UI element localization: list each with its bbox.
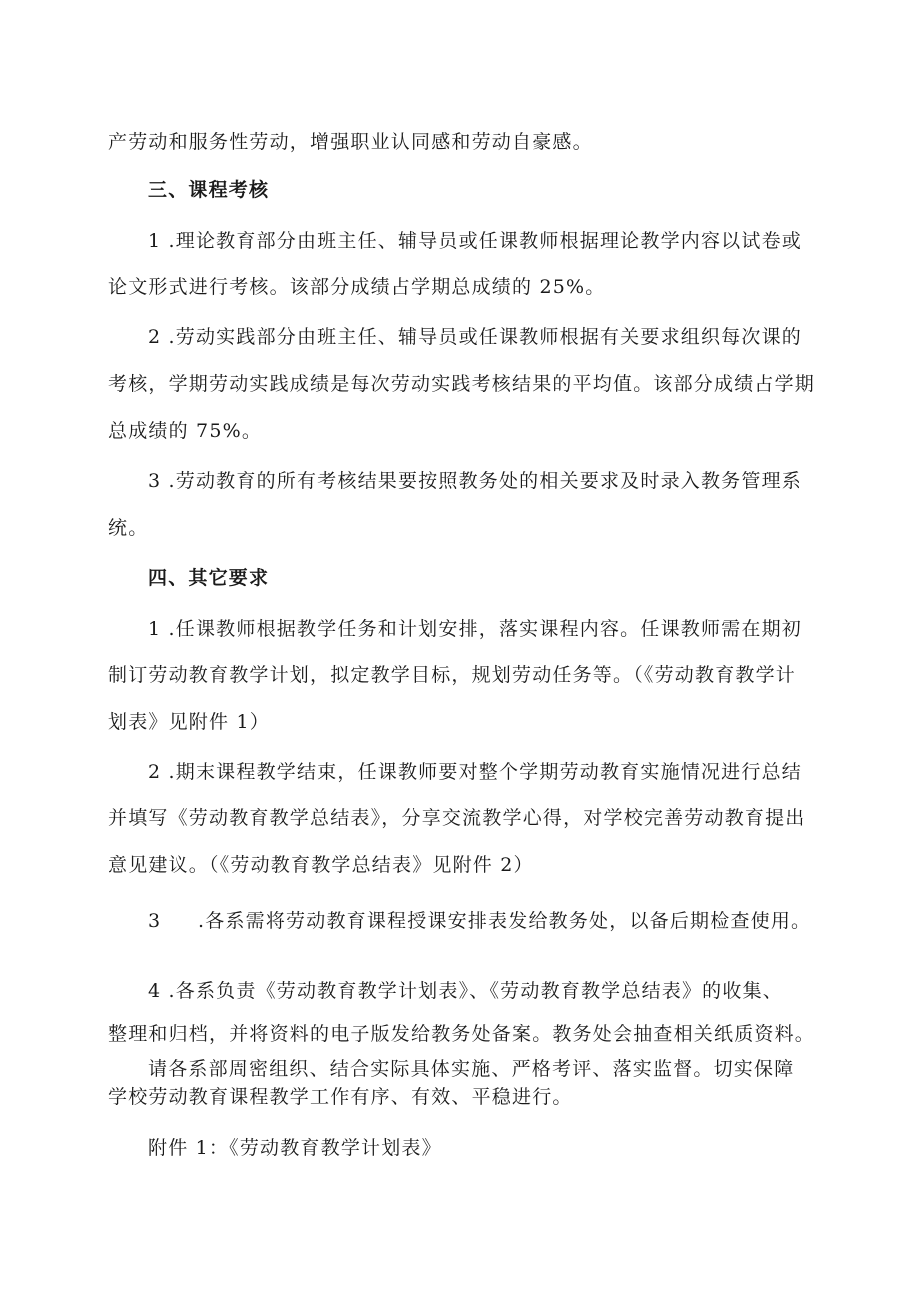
section-4-item-1-line-1: 1 .任课教师根据教学任务和计划安排，落实课程内容。任课教师需在期初 <box>148 618 802 640</box>
section-3-item-1-line-1: 1 .理论教育部分由班主任、辅导员或任课教师根据理论教学内容以试卷或 <box>148 230 802 252</box>
section-3-heading: 三、课程考核 <box>148 179 270 201</box>
section-4-heading: 四、其它要求 <box>148 567 270 589</box>
section-4-item-2-line-1: 2 .期末课程教学结束，任课教师要对整个学期劳动教育实施情况进行总结 <box>148 761 802 783</box>
section-3-item-1-line-2: 论文形式进行考核。该部分成绩占学期总成绩的 25%。 <box>108 276 606 298</box>
section-4-item-2-line-3: 意见建议。（《劳动教育教学总结表》见附件 2） <box>108 854 534 876</box>
section-3-item-3-line-1: 3 .劳动教育的所有考核结果要按照教务处的相关要求及时录入教务管理系 <box>148 470 802 492</box>
closing-line-1: 请各系部周密组织、结合实际具体实施、严格考评、落实监督。切实保障 <box>148 1058 795 1080</box>
closing-line-2: 学校劳动教育课程教学工作有序、有效、平稳进行。 <box>108 1086 573 1108</box>
intro-tail-line: 产劳动和服务性劳动，增强职业认同感和劳动自豪感。 <box>108 131 593 153</box>
section-4-item-3-number: 3 <box>148 910 162 932</box>
section-3-item-2-line-1: 2 .劳动实践部分由班主任、辅导员或任课教师根据有关要求组织每次课的 <box>148 326 802 348</box>
section-4-item-4-line-1: 4 .各系负责《劳动教育教学计划表》、《劳动教育教学总结表》的收集、 <box>148 980 783 1002</box>
section-3-item-2-line-3: 总成绩的 75%。 <box>108 420 263 442</box>
section-3-item-2-line-2: 考核，学期劳动实践成绩是每次劳动实践考核结果的平均值。该部分成绩占学期 <box>108 373 816 395</box>
section-4-item-2-line-2: 并填写《劳动教育教学总结表》，分享交流教学心得，对学校完善劳动教育提出 <box>108 807 806 829</box>
section-4-item-1-line-2: 制订劳动教育教学计划，拟定教学目标，规划劳动任务等。（《劳动教育教学计 <box>108 664 797 686</box>
section-4-item-3-text: .各系需将劳动教育课程授课安排表发给教务处，以备后期检查使用。 <box>198 910 812 932</box>
attachment-1-line: 附件 1：《劳动教育教学计划表》 <box>148 1137 442 1159</box>
section-4-item-1-line-3: 划表》见附件 1） <box>108 711 270 733</box>
section-3-item-3-line-2: 统。 <box>108 517 149 539</box>
section-4-item-4-line-2: 整理和归档，并将资料的电子版发给教务处备案。教务处会抽查相关纸质资料。 <box>108 1023 816 1045</box>
